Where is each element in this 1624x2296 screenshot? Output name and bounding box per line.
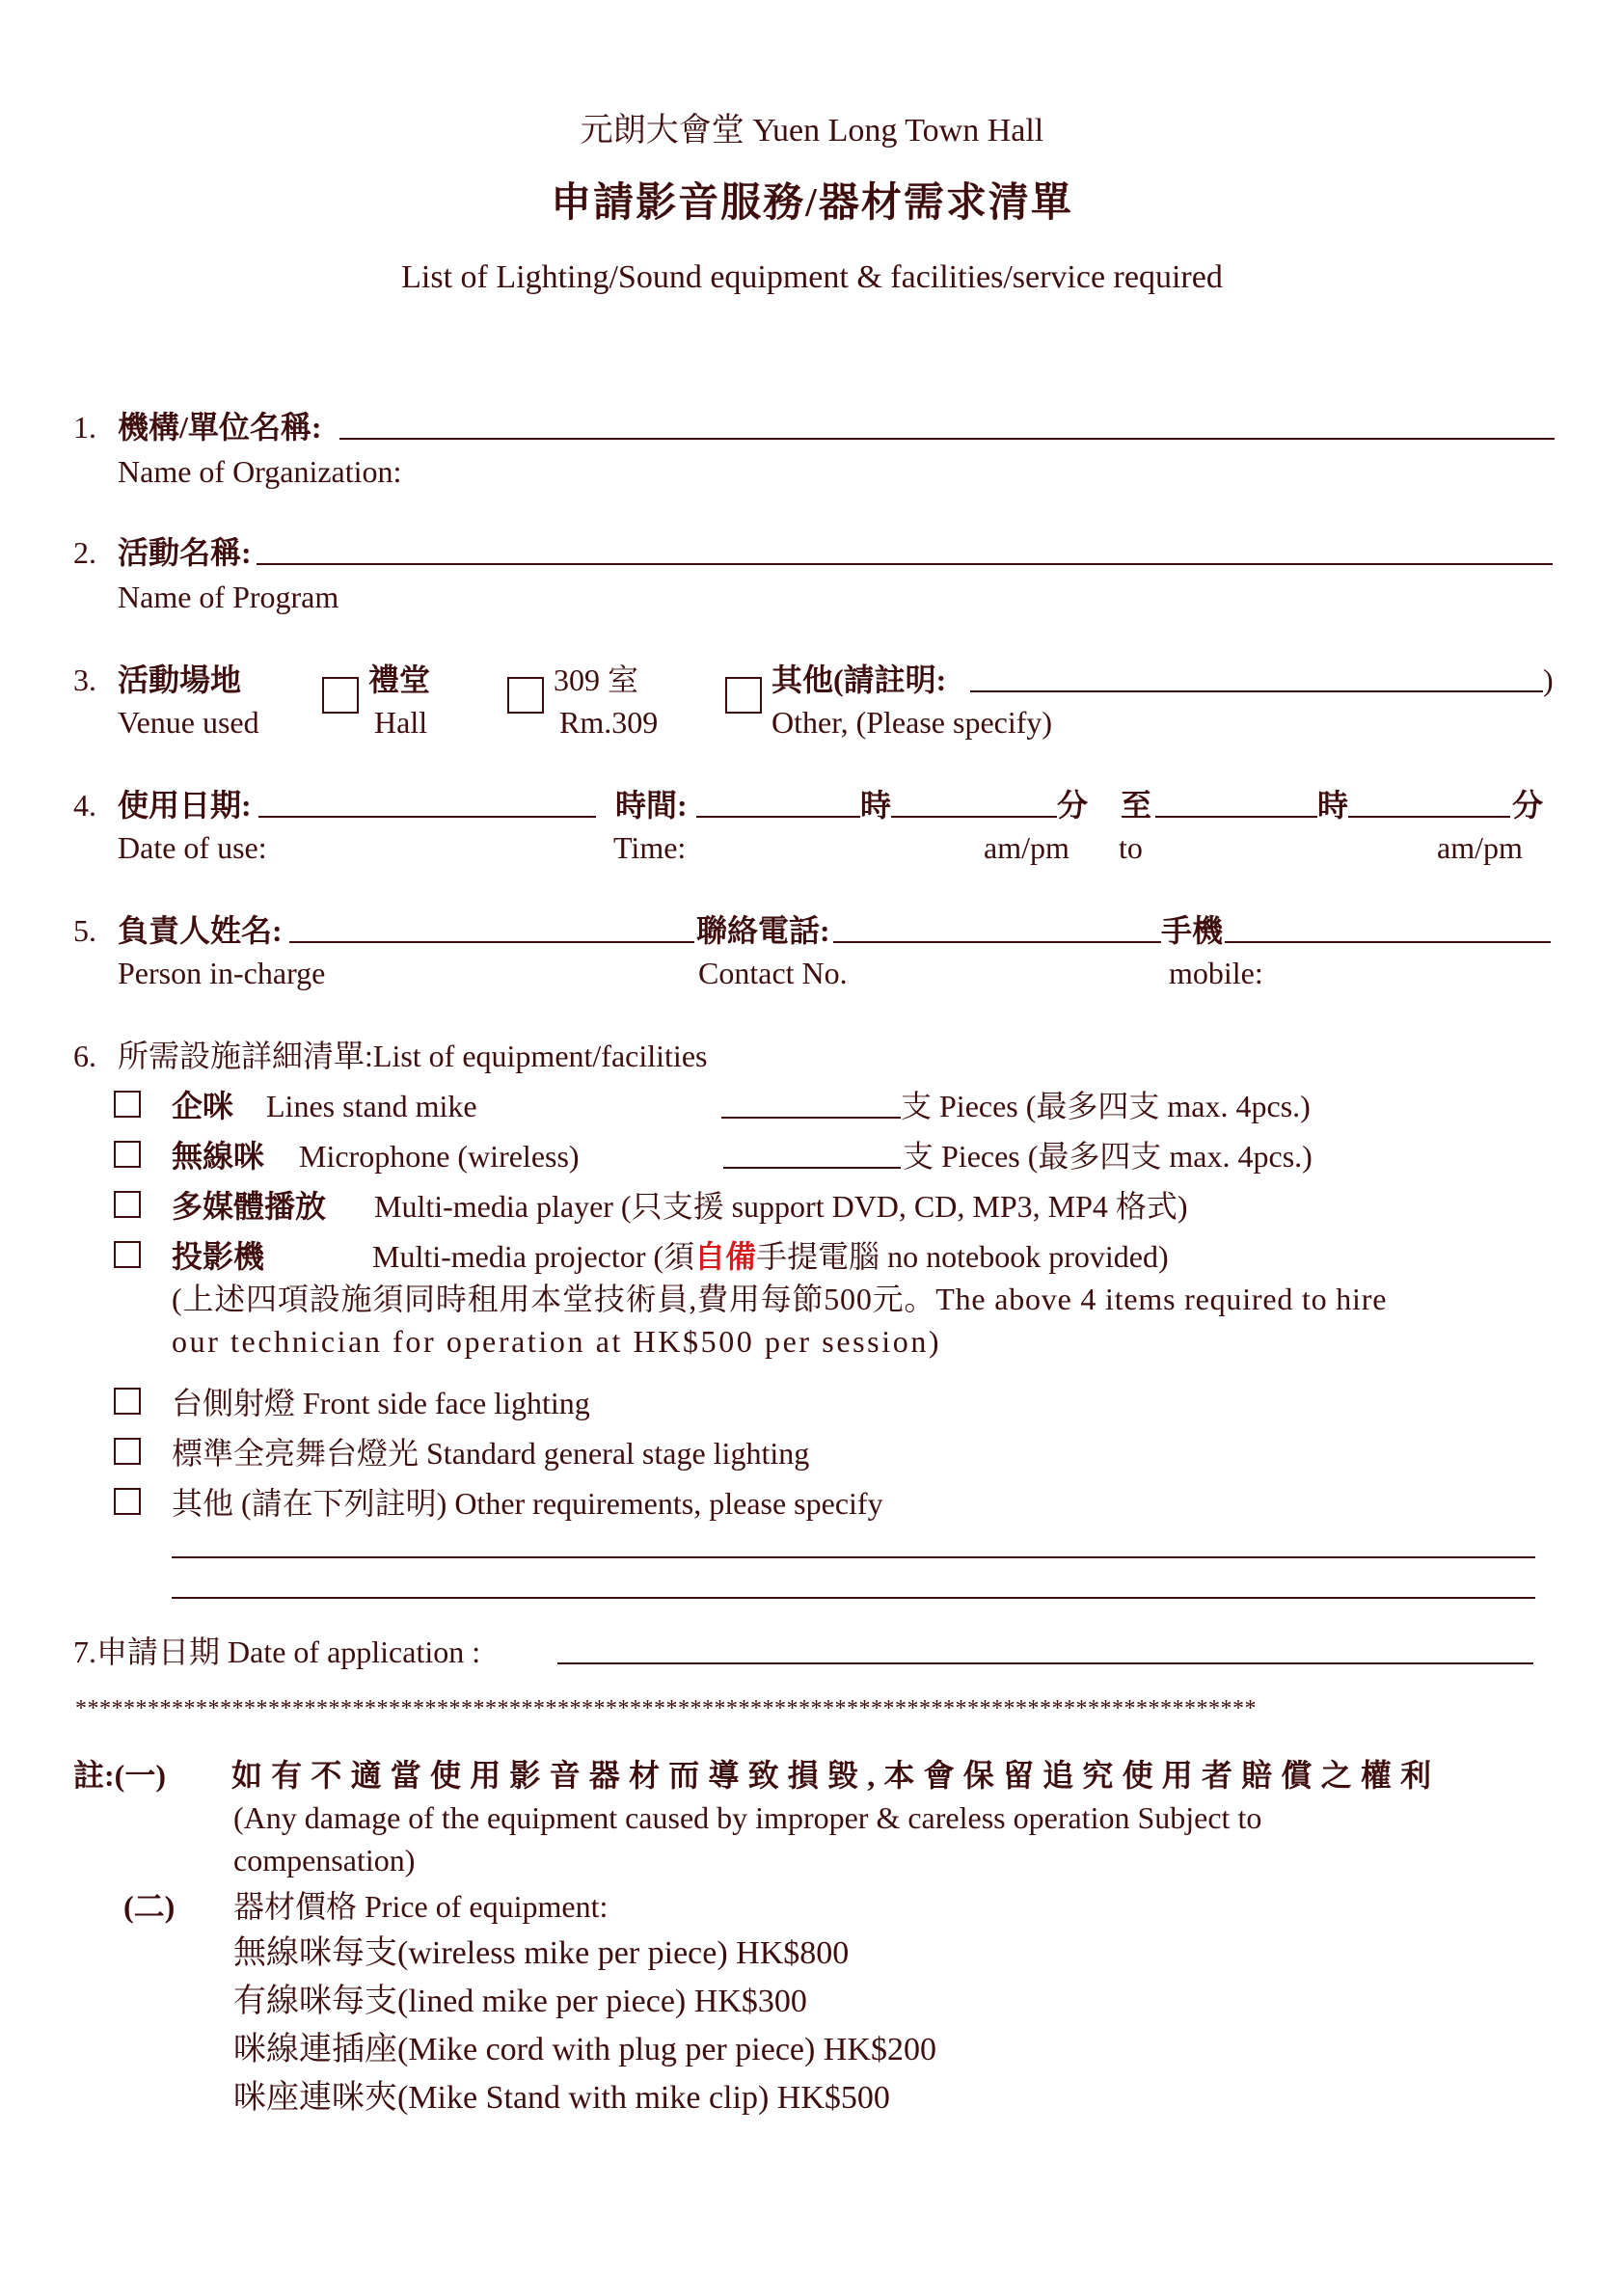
q3-label-en: Venue used xyxy=(118,705,259,740)
mobile-number-field[interactable] xyxy=(1225,941,1551,943)
form-title-zh: 申請影音服務/器材需求清單 xyxy=(551,181,1073,226)
self-provide-highlight: 自備 xyxy=(694,1239,757,1274)
q4-to-label-zh: 至 xyxy=(1121,788,1152,823)
form-title-en: List of Lighting/Sound equipment & facilities/service required xyxy=(401,259,1223,295)
q1-number: 1. xyxy=(73,410,96,445)
item-wireless-mic-unit: 支 Pieces (最多四支 max. 4pcs.) xyxy=(903,1139,1313,1174)
q4-time-label-en: Time: xyxy=(613,830,687,865)
item-stage-lighting-checkbox[interactable] xyxy=(114,1438,141,1465)
price-lined-mike: 有線咪每支(lined mike per piece) HK$300 xyxy=(233,1984,807,2019)
q4-date-label-en: Date of use: xyxy=(118,830,267,865)
item-other: 其他 (請在下列註明) Other requirements, please specify xyxy=(172,1486,883,1521)
item-side-lighting: 台側射燈 Front side face lighting xyxy=(172,1386,590,1420)
q2-label-en: Name of Program xyxy=(118,580,339,614)
start-hour-field[interactable] xyxy=(696,816,860,818)
item-projector-en xyxy=(372,1238,1169,1275)
application-date-field[interactable] xyxy=(557,1662,1533,1664)
item-projector-zh: 投影機 xyxy=(172,1239,265,1274)
venue-rm309-label-en: Rm.309 xyxy=(559,705,659,740)
technician-note-line1: (上述四項設施須同時租用本堂技術員,費用每節500元。The above 4 items required to hire xyxy=(172,1282,1388,1316)
note1-en-line2: compensation) xyxy=(233,1843,416,1877)
other-requirements-line2[interactable] xyxy=(172,1597,1535,1599)
venue-other-field[interactable] xyxy=(970,690,1543,692)
note1-en-line1: (Any damage of the equipment caused by improper & careless operation Subject to xyxy=(233,1800,1262,1835)
q6-number: 6. xyxy=(73,1039,96,1073)
q4-ampm-start: am/pm xyxy=(984,830,1069,865)
venue-other-label-zh: 其他(請註明: xyxy=(771,662,947,697)
venue-other-close-paren: ) xyxy=(1543,662,1554,697)
q3-label-zh: 活動場地 xyxy=(118,662,242,697)
q5-contact-label-zh: 聯絡電話: xyxy=(696,913,830,948)
item-stand-mike-unit: 支 Pieces (最多四支 max. 4pcs.) xyxy=(901,1089,1311,1123)
item-stand-mike-zh: 企咪 xyxy=(172,1089,234,1123)
other-requirements-line1[interactable] xyxy=(172,1556,1535,1558)
item-media-player-checkbox[interactable] xyxy=(114,1191,141,1218)
price-mike-cord: 咪線連插座(Mike cord with plug per piece) HK$200 xyxy=(233,2032,936,2067)
q2-label-zh: 活動名稱: xyxy=(118,535,252,570)
q5-contact-label-en: Contact No. xyxy=(698,956,848,990)
note2-title: 器材價格 Price of equipment: xyxy=(233,1889,609,1924)
q2-number: 2. xyxy=(73,535,96,570)
q4-minute-label: 分 xyxy=(1057,788,1089,823)
note2-label: (二) xyxy=(123,1889,176,1924)
stand-mike-quantity-field[interactable] xyxy=(721,1117,901,1119)
venue-hall-checkbox[interactable] xyxy=(322,677,359,714)
item-stand-mike-en: Lines stand mike xyxy=(266,1089,477,1123)
item-stand-mike-checkbox[interactable] xyxy=(114,1091,141,1118)
note1-label: 註:(一) xyxy=(73,1758,166,1793)
program-name-field[interactable] xyxy=(257,563,1553,565)
organization-name-field[interactable] xyxy=(339,438,1555,440)
item-projector-en-a: Multi-media projector (須 xyxy=(372,1239,695,1274)
venue-other-checkbox[interactable] xyxy=(725,677,762,714)
end-minute-field[interactable] xyxy=(1348,816,1510,818)
venue-rm309-checkbox[interactable] xyxy=(507,677,544,714)
item-projector-checkbox[interactable] xyxy=(114,1241,141,1268)
q6-heading: 所需設施詳細清單:List of equipment/facilities xyxy=(118,1039,708,1073)
person-in-charge-field[interactable] xyxy=(289,941,694,943)
q4-to-label-en: to xyxy=(1119,830,1143,865)
technician-note-line2: our technician for operation at HK$500 per session) xyxy=(172,1324,942,1359)
q7-label: 7.申請日期 Date of application : xyxy=(73,1634,481,1669)
start-minute-field[interactable] xyxy=(891,816,1057,818)
end-hour-field[interactable] xyxy=(1155,816,1317,818)
item-wireless-mic-checkbox[interactable] xyxy=(114,1141,141,1168)
q5-mobile-label-en: mobile: xyxy=(1169,956,1263,990)
wireless-mic-quantity-field[interactable] xyxy=(723,1167,901,1169)
q5-person-label-en: Person in-charge xyxy=(118,956,326,990)
item-wireless-mic-zh: 無線咪 xyxy=(172,1139,265,1174)
star-separator: ************************************************************************************************** xyxy=(75,1696,1257,1721)
venue-other-label-en: Other, (Please specify) xyxy=(771,705,1053,740)
item-side-lighting-checkbox[interactable] xyxy=(114,1388,141,1415)
q5-number: 5. xyxy=(73,913,96,948)
q4-number: 4. xyxy=(73,788,96,823)
q4-hour-label: 時 xyxy=(860,788,892,823)
q4-time-label-zh: 時間: xyxy=(615,788,688,823)
q4-date-label-zh: 使用日期: xyxy=(118,788,252,823)
item-projector-en-b: 手提電腦 no notebook provided) xyxy=(756,1239,1169,1274)
item-media-player-en: Multi-media player (只支援 support DVD, CD, MP3, MP4 格式) xyxy=(374,1189,1188,1224)
venue-title: 元朗大會堂 Yuen Long Town Hall xyxy=(580,113,1044,149)
q4-hour2-label: 時 xyxy=(1317,788,1349,823)
price-mike-stand: 咪座連咪夾(Mike Stand with mike clip) HK$500 xyxy=(233,2080,890,2116)
venue-hall-label-zh: 禮堂 xyxy=(368,662,431,697)
item-stage-lighting: 標準全亮舞台燈光 Standard general stage lighting xyxy=(172,1436,810,1471)
note1-zh: 如 有 不 適 當 使 用 影 音 器 材 而 導 致 損 毀 , 本 會 保 留 追 究 使 用 者 賠 償 之 權 利 xyxy=(231,1758,1432,1793)
contact-number-field[interactable] xyxy=(833,941,1161,943)
q1-label-en: Name of Organization: xyxy=(118,454,402,489)
price-wireless-mike: 無線咪每支(wireless mike per piece) HK$800 xyxy=(233,1935,850,1971)
venue-rm309-label-zh: 309 室 xyxy=(554,662,639,697)
q5-person-label-zh: 負責人姓名: xyxy=(118,913,283,948)
q5-mobile-label-zh: 手機 xyxy=(1161,913,1224,948)
q3-number: 3. xyxy=(73,662,96,697)
item-media-player-zh: 多媒體播放 xyxy=(172,1189,327,1224)
q4-minute2-label: 分 xyxy=(1512,788,1544,823)
venue-hall-label-en: Hall xyxy=(374,705,428,740)
item-wireless-mic-en: Microphone (wireless) xyxy=(299,1139,580,1174)
item-other-checkbox[interactable] xyxy=(114,1488,141,1515)
date-of-use-field[interactable] xyxy=(258,816,596,818)
q1-label-zh: 機構/單位名稱: xyxy=(118,410,322,445)
q4-ampm-end: am/pm xyxy=(1437,830,1523,865)
